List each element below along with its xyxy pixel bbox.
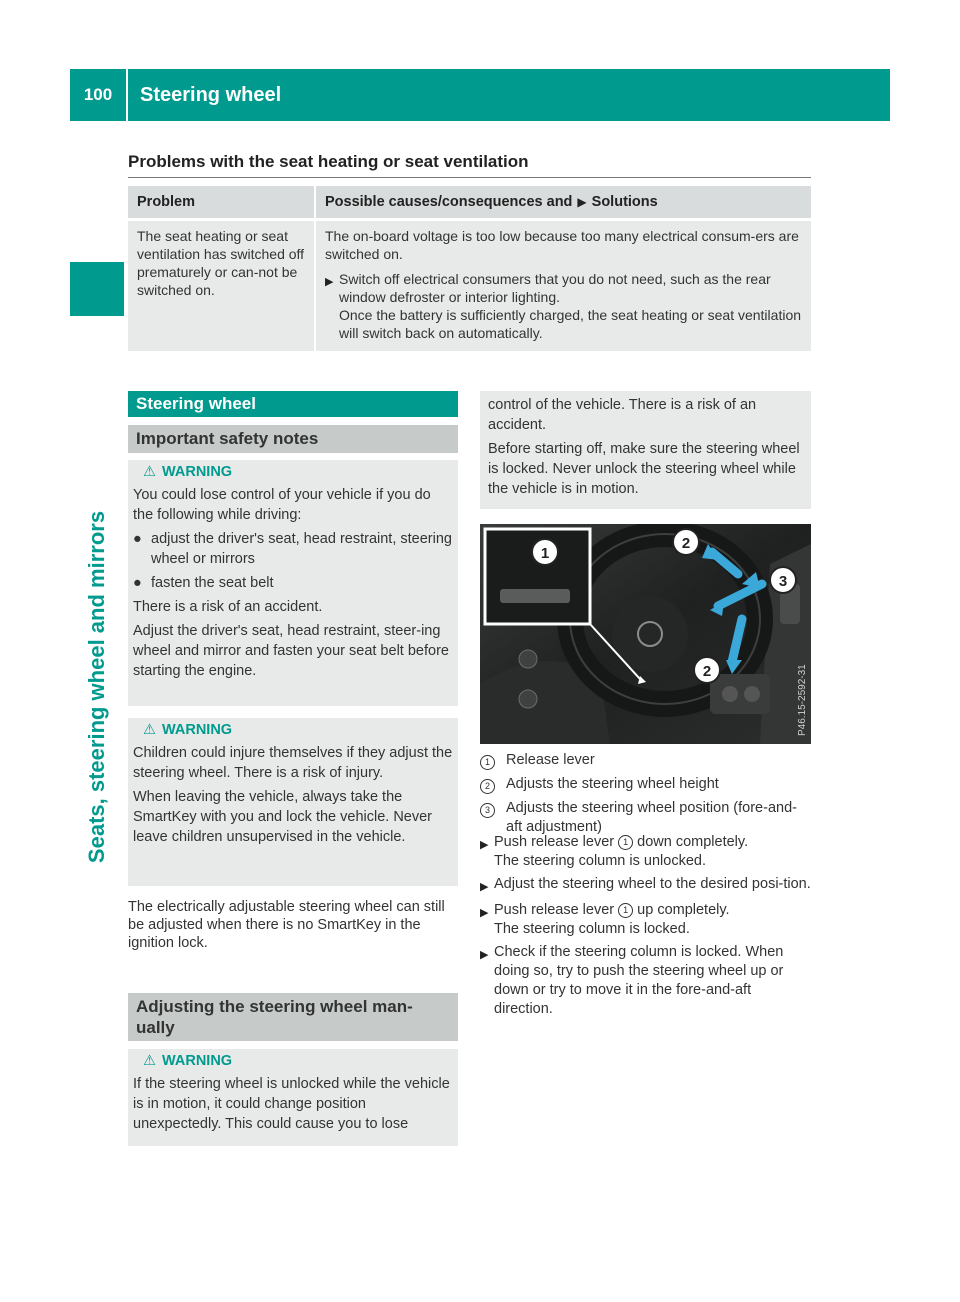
callout-2-bottom-label: 2 xyxy=(702,663,712,680)
warning-3-cont-1: control of the vehicle. There is a risk of an accident. xyxy=(488,397,757,433)
arrow-icon: ▶ xyxy=(480,881,489,893)
warning-box-1 xyxy=(128,460,458,706)
warning-2-text-2: When leaving the vehicle, always take the SmartKey with you and lock the vehicle. Never leave children unsupervised in the vehicle. xyxy=(133,789,432,845)
callout-3-label: 3 xyxy=(778,573,788,590)
warning-2-text-1: Children could injure themselves if they adjust the steering wheel. There is a risk of injury. xyxy=(133,745,453,781)
warning-box-3 xyxy=(128,1049,458,1146)
warning-3-cont-2: Before starting off, make sure the steering wheel is locked. Never unlock the steering wheel while the vehicle is in motion. xyxy=(488,441,800,497)
warning-label: WARNING xyxy=(162,464,233,480)
step-4 xyxy=(480,943,811,1019)
legend-text-1: Release lever xyxy=(506,752,595,768)
step-4-text: Check if the steering column is locked. When doing so, try to push the steering wheel up or down or try to move it in the fore-and-aft direction. xyxy=(494,944,784,1017)
header-problem-label: Problem xyxy=(137,194,196,210)
step-3-text-a: Push release lever xyxy=(494,902,615,918)
table-rule xyxy=(128,177,811,178)
warning-1-intro: You could lose control of your vehicle if you do the following while driving: xyxy=(133,487,431,523)
cause-text: The on-board voltage is too low because too many electrical consum-ers are switched on. xyxy=(325,228,799,262)
table-header-problem xyxy=(128,186,314,218)
step-1-text-b: down completely. xyxy=(637,834,749,850)
step-2 xyxy=(480,875,811,897)
side-tab xyxy=(70,346,124,1028)
page-number: 100 xyxy=(83,85,113,104)
warning-triangle-icon: ⚠ xyxy=(143,722,156,738)
arrow-icon: ▶ xyxy=(577,195,587,209)
warning-triangle-icon: ⚠ xyxy=(143,1053,156,1069)
arrow-icon: ▶ xyxy=(480,907,489,919)
callout-3 xyxy=(770,567,796,593)
step-1-text-a: Push release lever xyxy=(494,834,615,850)
step-1-result: The steering column is unlocked. xyxy=(494,853,706,869)
callout-2-top-label: 2 xyxy=(681,535,691,552)
step-1 xyxy=(480,833,811,871)
legend-item xyxy=(480,799,811,837)
header-causes-label: Possible causes/consequences and xyxy=(325,194,573,210)
warning-label: WARNING xyxy=(162,1053,233,1069)
legend-item xyxy=(480,751,811,772)
warning-1-bullet-2: fasten the seat belt xyxy=(151,575,274,591)
body-text: The electrically adjustable steering wheel can still be adjusted when there is no SmartKey in the ignition lock. xyxy=(128,899,445,951)
warning-1-adjust: Adjust the driver's seat, head restraint, steer-ing wheel and mirror and fasten your seat belt before starting the engine. xyxy=(133,623,449,679)
image-code: P46.15-2592-31 xyxy=(797,664,808,736)
warning-label: WARNING xyxy=(162,722,233,738)
header-solutions-label: Solutions xyxy=(591,194,658,210)
legend-text-3: Adjusts the steering wheel position (fore-and-aft adjustment) xyxy=(506,800,797,835)
page-title: Steering wheel xyxy=(140,83,282,106)
table-header-solutions xyxy=(316,186,811,218)
legend-text-2: Adjusts the steering wheel height xyxy=(506,776,719,792)
legend xyxy=(480,751,811,837)
warning-triangle-icon: ⚠ xyxy=(143,464,156,480)
callout-2-top xyxy=(673,529,699,555)
warning-3-text: If the steering wheel is unlocked while the vehicle is in motion, it could change position unexpectedly. This could cause you to lose xyxy=(133,1076,450,1132)
table-title: Problems with the seat heating or seat ventilation xyxy=(128,152,529,171)
table-cell-problem xyxy=(128,221,314,351)
number-1-icon: 1 xyxy=(618,835,633,850)
table-cell-solutions xyxy=(316,221,811,351)
bullet-icon: ● xyxy=(133,575,142,591)
warning-box-3-continued xyxy=(480,391,811,509)
instruction-steps xyxy=(480,833,811,1019)
warning-1-risk: There is a risk of an accident. xyxy=(133,599,323,615)
steering-wheel-photo xyxy=(480,524,811,744)
warning-box-2 xyxy=(128,718,458,886)
subsection-title-adjusting: Adjusting the steering wheel man-ually xyxy=(128,993,458,1041)
arrow-icon: ▶ xyxy=(480,839,489,851)
problem-text: The seat heating or seat ventilation has switched off prematurely or can-not be switched on. xyxy=(137,228,305,298)
side-tab-label: Seats, steering wheel and mirrors xyxy=(84,510,110,864)
arrow-icon: ▶ xyxy=(480,949,489,961)
callout-2-bottom xyxy=(694,657,720,683)
subsection-title-safety: Important safety notes xyxy=(128,425,458,453)
legend-item xyxy=(480,775,811,796)
step-3-text-b: up completely. xyxy=(637,902,730,918)
step-2-text: Adjust the steering wheel to the desired posi-tion. xyxy=(494,876,811,892)
step-3 xyxy=(480,901,811,939)
step-3-result: The steering column is locked. xyxy=(494,921,690,937)
solution-text-2: Once the battery is sufficiently charged, the seat heating or seat ventilation will switch back on automatically. xyxy=(339,307,802,341)
side-tab-block xyxy=(70,262,124,316)
section-title-steering-wheel: Steering wheel xyxy=(128,391,458,417)
header-divider xyxy=(126,69,128,121)
bullet-icon: ● xyxy=(133,531,142,547)
callout-1 xyxy=(532,539,558,565)
arrow-icon: ▶ xyxy=(325,276,334,288)
solution-text: Switch off electrical consumers that you do not need, such as the rear window defroster or interior lighting. xyxy=(339,271,771,305)
callout-1-label: 1 xyxy=(540,545,550,562)
number-2-icon: 2 xyxy=(480,779,495,794)
warning-1-bullet-1: adjust the driver's seat, head restraint, steering wheel or mirrors xyxy=(151,531,452,567)
number-1-icon: 1 xyxy=(618,903,633,918)
number-1-icon: 1 xyxy=(480,755,495,770)
number-3-icon: 3 xyxy=(480,803,495,818)
